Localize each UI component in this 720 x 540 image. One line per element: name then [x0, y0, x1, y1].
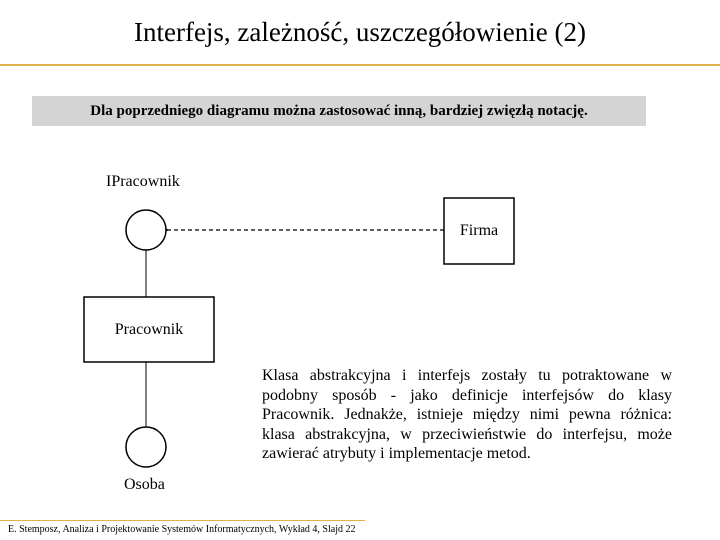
description-text: Klasa abstrakcyjna i interfejs zostały tu potraktowane w podobny sposób - jako definicje interfejsów do klasy Pracownik. Jednakże, istnieje między nimi pewna różnica: klasa abstrakcyjna, w przeciwieństwie do interfejsu, może zawierać atrybuty i implementacje metod. [262, 367, 672, 462]
slide-footer: E. Stemposz, Analiza i Projektowanie Systemów Informatycznych, Wykład 4, Slajd 22 [8, 524, 356, 535]
footer-rule [0, 520, 365, 521]
ipracownik-interface-circle [126, 210, 166, 250]
pracownik-label: Pracownik [114, 320, 184, 338]
slide-title: Interfejs, zależność, uszczegółowienie (2) [133, 17, 587, 47]
osoba-interface-circle [126, 427, 166, 467]
osoba-label: Osoba [124, 476, 165, 493]
ipracownik-label: IPracownik [106, 173, 180, 190]
firma-label: Firma [459, 222, 499, 239]
subtitle-banner: Dla poprzedniego diagramu można zastosować inną, bardziej zwięzłą notację. [32, 96, 646, 126]
